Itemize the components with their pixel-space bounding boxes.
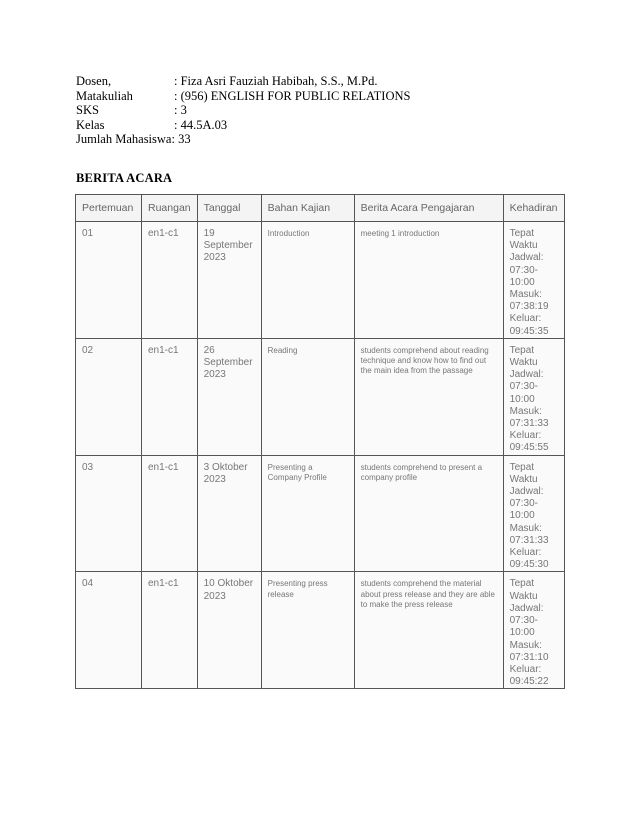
cell-bahan-kajian: Introduction — [261, 222, 354, 339]
kehadiran-line: Tepat — [509, 461, 535, 473]
kehadiran-line: Waktu — [509, 590, 538, 602]
kehadiran-line: Tepat — [509, 578, 535, 590]
info-value: : 33 — [171, 132, 191, 147]
table-header-row — [76, 195, 565, 222]
column-header-tanggal: Tanggal — [197, 195, 261, 222]
kehadiran-line: Masuk: — [509, 639, 542, 651]
cell-pertemuan: 02 — [76, 338, 142, 455]
column-header-berita-acara: Berita Acara Pengajaran — [354, 195, 503, 222]
cell-berita-acara: students comprehend about reading technique and know how to find out the main idea from the passage — [354, 338, 503, 455]
column-header-ruangan: Ruangan — [142, 195, 198, 222]
column-header-kehadiran: Kehadiran — [503, 195, 564, 222]
cell-ruangan: en1-c1 — [142, 455, 198, 572]
info-value: : 3 — [174, 103, 187, 118]
section-title: BERITA ACARA — [76, 171, 173, 185]
cell-bahan-kajian: Reading — [261, 338, 354, 455]
cell-berita-acara: students comprehend to present a company profile — [354, 455, 503, 572]
kehadiran-line: 07:31:33 — [509, 418, 549, 430]
info-label: Dosen, — [76, 74, 112, 88]
kehadiran-line: 07:31:10 — [509, 651, 549, 663]
info-row-sks — [76, 103, 410, 118]
kehadiran-line: 07:30- — [509, 381, 538, 393]
info-label: Matakuliah — [76, 88, 133, 103]
table-row — [76, 338, 565, 455]
info-row-matakuliah — [76, 89, 410, 104]
table-row — [76, 455, 565, 572]
cell-tanggal: 3 Oktober 2023 — [197, 455, 261, 572]
kehadiran-line: Tepat — [509, 228, 535, 239]
cell-ruangan: en1-c1 — [142, 222, 198, 339]
column-header-pertemuan: Pertemuan — [76, 195, 142, 222]
info-value: : Fiza Asri Fauziah Habibah, S.S., M.Pd. — [174, 74, 378, 88]
cell-ruangan: en1-c1 — [142, 572, 198, 689]
kehadiran-line: Tepat — [509, 344, 535, 356]
kehadiran-line: 09:45:22 — [509, 676, 549, 688]
cell-kehadiran — [503, 572, 564, 689]
info-value: : 44.5A.03 — [174, 117, 228, 132]
cell-kehadiran — [503, 338, 564, 455]
info-row-jumlah-mahasiswa — [76, 132, 410, 147]
kehadiran-line: Jadwal: — [509, 602, 544, 614]
kehadiran-line: Keluar: — [509, 663, 542, 675]
attendance-table — [75, 194, 565, 689]
kehadiran-line: 07:30- — [509, 498, 538, 510]
kehadiran-line: Masuk: — [509, 522, 542, 534]
kehadiran-line: 09:45:35 — [509, 325, 549, 337]
kehadiran-line: Keluar: — [509, 430, 542, 442]
kehadiran-line: Jadwal: — [509, 369, 544, 381]
cell-tanggal: 10 Oktober 2023 — [197, 572, 261, 689]
kehadiran-line: Jadwal: — [509, 252, 544, 264]
cell-tanggal: 26 September 2023 — [197, 338, 261, 455]
kehadiran-line: 10:00 — [509, 393, 535, 405]
course-info — [76, 74, 410, 147]
kehadiran-line: Waktu — [509, 473, 538, 485]
kehadiran-line: 07:30- — [509, 264, 538, 276]
cell-berita-acara: meeting 1 introduction — [354, 222, 503, 339]
kehadiran-line: 09:45:30 — [509, 559, 549, 571]
table-row — [76, 222, 565, 339]
kehadiran-line: 07:31:33 — [509, 534, 549, 546]
cell-berita-acara: students comprehend the material about press release and they are able to make the press release — [354, 572, 503, 689]
kehadiran-line: Keluar: — [509, 547, 542, 559]
kehadiran-line: Keluar: — [509, 313, 542, 325]
table-row — [76, 572, 565, 689]
cell-pertemuan: 03 — [76, 455, 142, 572]
cell-ruangan: en1-c1 — [142, 338, 198, 455]
kehadiran-line: Waktu — [509, 357, 538, 369]
info-label: Jumlah Mahasiswa — [76, 132, 172, 147]
cell-bahan-kajian: Presenting a Company Profile — [261, 455, 354, 572]
kehadiran-line: Waktu — [509, 240, 538, 252]
cell-pertemuan: 04 — [76, 572, 142, 689]
info-row-dosen — [76, 74, 410, 89]
kehadiran-line: Jadwal: — [509, 486, 544, 498]
kehadiran-line: Masuk: — [509, 289, 542, 301]
cell-bahan-kajian: Presenting press release — [261, 572, 354, 689]
cell-kehadiran — [503, 222, 564, 339]
kehadiran-line: 09:45:55 — [509, 442, 549, 454]
cell-tanggal: 19 September 2023 — [197, 222, 261, 339]
info-row-kelas — [76, 118, 410, 133]
info-label: SKS — [76, 103, 99, 118]
cell-pertemuan: 01 — [76, 222, 142, 339]
info-label: Kelas — [76, 117, 105, 132]
kehadiran-line: 10:00 — [509, 510, 535, 522]
kehadiran-line: 10:00 — [509, 627, 535, 639]
column-header-bahan-kajian: Bahan Kajian — [261, 195, 354, 222]
kehadiran-line: Masuk: — [509, 405, 542, 417]
kehadiran-line: 10:00 — [509, 276, 535, 288]
kehadiran-line: 07:38:19 — [509, 301, 549, 313]
info-value: : (956) ENGLISH FOR PUBLIC RELATIONS — [174, 88, 411, 103]
cell-kehadiran — [503, 455, 564, 572]
kehadiran-line: 07:30- — [509, 615, 538, 627]
